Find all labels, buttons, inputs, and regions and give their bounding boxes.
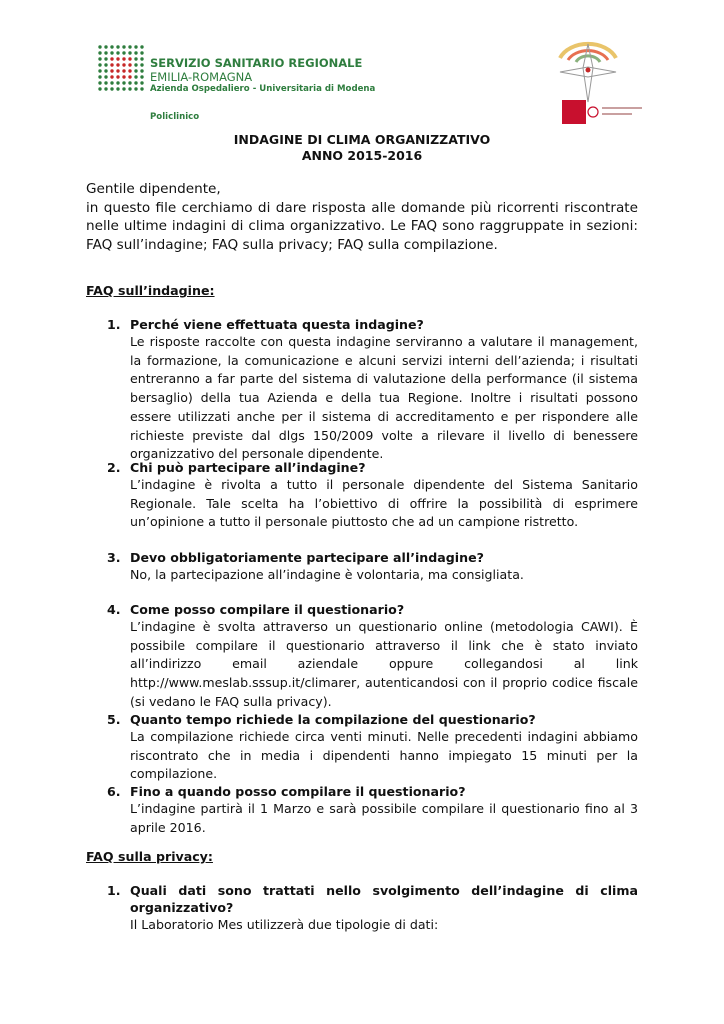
logo-dot [104,81,107,84]
logo-dot [122,45,125,48]
logo-dot [104,87,107,90]
logo-dot [104,69,107,72]
logo-dot [110,81,113,84]
faq-answer: L’indagine partirà il 1 Marzo e sarà possibile compilare il questionario fino al 3 aprile 2016. [130,801,638,835]
faq-number: 1. [107,883,121,898]
faq-question: Quanto tempo richiede la compilazione del questionario? [130,712,536,727]
faq-item [107,459,638,532]
logo-dot [122,75,125,78]
logo-dot [128,81,131,84]
logo-dot [116,87,119,90]
logo-dot [116,51,119,54]
logo-dot [104,63,107,66]
logo-dot [128,51,131,54]
logo-dot [116,45,119,48]
logo-dot [122,87,125,90]
faq-question: Fino a quando posso compilare il questionario? [130,784,466,799]
logo-dot [110,51,113,54]
logo-dot [98,87,101,90]
logo-dot [128,75,131,78]
logo-dot [104,45,107,48]
logo-dot [122,57,125,60]
logo-dot [122,69,125,72]
logo-dot [110,45,113,48]
logo-dot [104,51,107,54]
logo-dot [140,87,143,90]
faq-answer: Il Laboratorio Mes utilizzerà due tipologie di dati: [130,917,439,932]
logo-dot [110,69,113,72]
logo-dot [98,51,101,54]
logo-dot [98,63,101,66]
logo-dot [104,75,107,78]
logo-dot [140,69,143,72]
faq-question: Quali dati sono trattati nello svolgimento dell’indagine di clima organizzativo? [130,883,638,915]
faq-item [107,783,638,837]
logo-dot [128,57,131,60]
document-title: INDAGINE DI CLIMA ORGANIZZATIVO [233,132,491,147]
logo-dot [140,63,143,66]
logo-dot [116,63,119,66]
logo-dot [134,51,137,54]
logo-dot [140,75,143,78]
faq-number: 1. [107,317,121,332]
document-subtitle: ANNO 2015-2016 [301,148,423,163]
logo-dot [98,69,101,72]
faq-question: Perché viene effettuata questa indagine? [130,317,424,332]
faq-number: 4. [107,602,121,617]
org-name-line2: EMILIA-ROMAGNA [150,70,253,84]
org-name-line3: Azienda Ospedaliero - Universitaria di Modena [150,84,376,94]
logo-dot [116,69,119,72]
logo-dot [110,87,113,90]
org-name-line1: SERVIZIO SANITARIO REGIONALE [150,56,363,70]
logo-dot [116,75,119,78]
site-name: Policlinico [150,112,200,122]
logo-dot [122,63,125,66]
logo-dot [128,63,131,66]
faq-number: 6. [107,784,121,799]
logo-dot [140,57,143,60]
logo-dot [98,81,101,84]
logo-dot [128,69,131,72]
logo-dot [134,87,137,90]
logo-dot [134,69,137,72]
logo-dot [110,57,113,60]
faq-answer: No, la partecipazione all’indagine è volontaria, ma consigliata. [130,567,524,582]
logo-dot [116,57,119,60]
logo-dot [134,75,137,78]
logo-dot [98,57,101,60]
intro-paragraph: in questo file cerchiamo di dare risposta alle domande più ricorrenti riscontrate nelle ultime indagini di clima organizzativo. Le FAQ sono raggruppate in sezioni: FAQ sull’indagine; FAQ sulla privacy; FAQ sulla compilazione. [86,200,638,253]
faq-number: 2. [107,460,121,475]
university-logo [562,100,654,124]
faq-item [107,711,638,784]
logo-dot [128,45,131,48]
regional-logo-dot-grid [97,44,145,92]
faq-number: 5. [107,712,121,727]
faq-question: Devo obbligatoriamente partecipare all’indagine? [130,550,484,565]
logo-dot [140,81,143,84]
faq-item [107,601,638,712]
faq-answer: La compilazione richiede circa venti minuti. Nelle precedenti indagini abbiamo riscontrato che in media i dipendenti hanno impiegato 15 minuti per la compilazione. [130,729,638,782]
compass-target-logo [546,36,630,106]
faq-question: Chi può partecipare all’indagine? [130,460,366,475]
faq-number: 3. [107,550,121,565]
faq-item [107,882,638,935]
logo-dot [134,45,137,48]
section-heading-indagine: FAQ sull’indagine: [86,283,215,298]
section-heading-privacy: FAQ sulla privacy: [86,849,213,864]
logo-dot [104,57,107,60]
logo-dot [140,51,143,54]
greeting: Gentile dipendente, [86,181,221,197]
logo-dot [134,57,137,60]
logo-dot [98,75,101,78]
logo-dot [134,81,137,84]
logo-dot [116,81,119,84]
logo-dot [110,63,113,66]
logo-dot [140,45,143,48]
faq-answer: L’indagine è rivolta a tutto il personale dipendente del Sistema Sanitario Regionale. Tale scelta ha l’obiettivo di offrire la possibilità di esprimere un’opinione a tutto il personale piuttosto che ad un campione ristretto. [130,477,638,530]
faq-answer: Le risposte raccolte con questa indagine serviranno a valutare il management, la formazione, la comunicazione e alcuni servizi interni dell’azienda; i risultati entreranno a far parte del sistema di valutazione della performance (il sistema bersaglio) della tua Azienda e della tua Regione. Inoltre i risultati possono essere utilizzati anche per il sistema di accreditamento e per rispondere alle richieste previste dal dlgs 150/2009 volte a rilevare il livello di benessere organizzativo del personale dipendente. [130,334,638,462]
logo-dot [128,87,131,90]
logo-dot [98,45,101,48]
faq-answer: L’indagine è svolta attraverso un questionario online (metodologia CAWI). È possibile compilare il questionario attraverso il link che è stato inviato all’indirizzo email aziendale oppure collegandosi al link http://www.meslab.sssup.it/climarer, autenticandosi con il proprio codice fiscale (si vedano le FAQ sulla privacy). [130,619,638,709]
logo-dot [110,75,113,78]
faq-item [107,549,638,585]
faq-question: Come posso compilare il questionario? [130,602,405,617]
logo-dot [122,81,125,84]
logo-dot [122,51,125,54]
faq-item [107,316,638,464]
logo-dot [134,63,137,66]
